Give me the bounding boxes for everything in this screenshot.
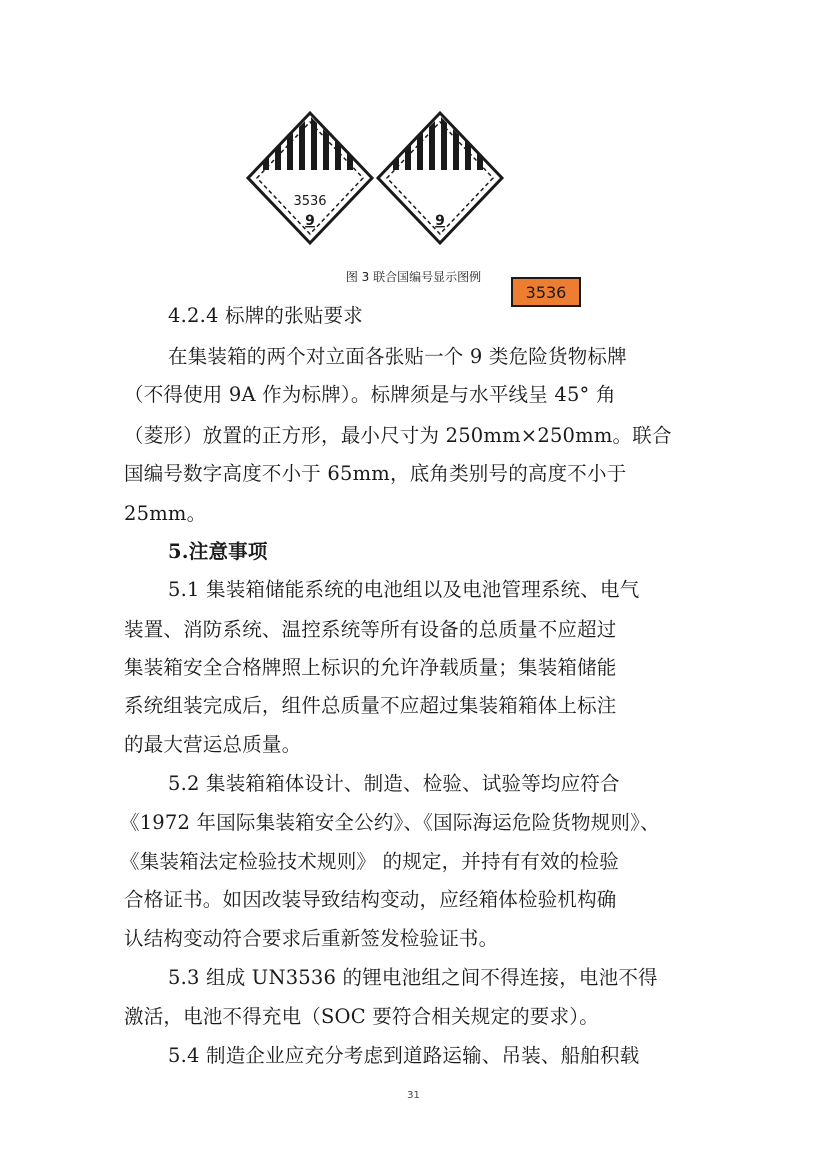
- paragraph-line: 5.3 组成 UN3536 的锂电池组之间不得连接，电池不得: [168, 966, 658, 989]
- paragraph-line: 装置、消防系统、温控系统等所有设备的总质量不应超过: [124, 618, 617, 641]
- class9-placard: [375, 110, 505, 250]
- orange-plate-un-number: 3536: [525, 283, 567, 302]
- placard-un-number: 3536: [293, 194, 327, 209]
- paragraph-line: 集装箱安全合格牌照上标识的允许净载质量；集装箱储能: [124, 656, 617, 679]
- paragraph-line: 的最大营运总质量。: [124, 733, 302, 756]
- paragraph-line: 5.4 制造企业应充分考虑到道路运输、吊装、船舶积载: [168, 1044, 640, 1067]
- paragraph-line: 系统组装完成后，组件总质量不应超过集装箱箱体上标注: [124, 694, 617, 717]
- class9-placard-with-un-number: [245, 110, 375, 250]
- paragraph-line: （不得使用 9A 作为标牌）。标牌须是与水平线呈 45° 角: [124, 383, 616, 406]
- paragraph-line: 5.2 集装箱箱体设计、制造、检验、试验等均应符合: [168, 772, 620, 795]
- page-number: 31: [407, 1090, 420, 1101]
- figure-caption: 图 3 联合国编号显示图例: [345, 270, 482, 284]
- paragraph-line: 《集装箱法定检验技术规则》 的规定，并持有有效的检验: [120, 850, 619, 873]
- paragraph-line: 认结构变动符合要求后重新签发检验证书。: [124, 927, 499, 950]
- paragraph-line: 《1972 年国际集装箱安全公约》、《国际海运危险货物规则》、: [120, 811, 660, 834]
- paragraph-line: 在集装箱的两个对立面各张贴一个 9 类危险货物标牌: [168, 345, 627, 368]
- paragraph-line: 25mm。: [124, 502, 207, 525]
- placard-class-number: 9: [435, 213, 445, 229]
- section-heading-5: 5.注意事项: [168, 540, 268, 563]
- paragraph-line: 合格证书。如因改装导致结构变动，应经箱体检验机构确: [124, 888, 617, 911]
- paragraph-line: 5.1 集装箱储能系统的电池组以及电池管理系统、电气: [168, 578, 640, 601]
- section-heading-4-2-4: 4.2.4 标牌的张贴要求: [168, 304, 363, 327]
- placard-class-number: 9: [305, 213, 315, 229]
- paragraph-line: 国编号数字高度不小于 65mm，底角类别号的高度不小于: [124, 462, 627, 485]
- paragraph-line: （菱形）放置的正方形，最小尺寸为 250mm×250mm。联合: [124, 424, 672, 447]
- paragraph-line: 激活，电池不得充电（SOC 要符合相关规定的要求）。: [124, 1005, 599, 1028]
